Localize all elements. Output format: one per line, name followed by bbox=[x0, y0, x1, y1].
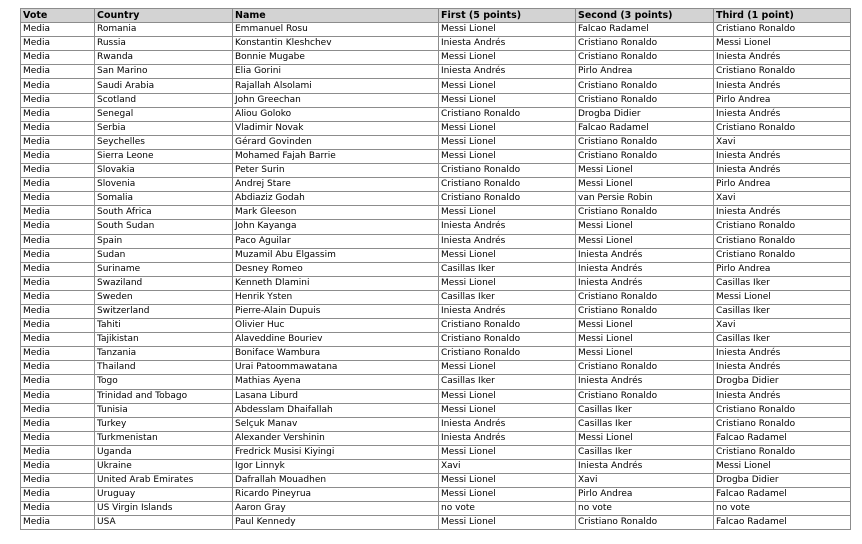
name-cell: Andrej Stare bbox=[233, 178, 439, 192]
second-choice-cell: Messi Lionel bbox=[576, 234, 714, 248]
first-choice-cell: Iniesta Andrés bbox=[439, 304, 576, 318]
second-choice-cell: Iniesta Andrés bbox=[576, 248, 714, 262]
second-choice-cell: Falcao Radamel bbox=[576, 23, 714, 37]
vote-cell: Media bbox=[21, 23, 95, 37]
first-choice-cell: Messi Lionel bbox=[439, 361, 576, 375]
country-cell: Togo bbox=[95, 375, 233, 389]
first-choice-cell: Messi Lionel bbox=[439, 248, 576, 262]
second-choice-cell: Cristiano Ronaldo bbox=[576, 135, 714, 149]
first-choice-cell: Iniesta Andrés bbox=[439, 37, 576, 51]
name-cell: Rajallah Alsolami bbox=[233, 79, 439, 93]
vote-cell: Media bbox=[21, 262, 95, 276]
name-cell: Selçuk Manav bbox=[233, 417, 439, 431]
name-cell: Peter Surin bbox=[233, 164, 439, 178]
first-choice-cell: Messi Lionel bbox=[439, 79, 576, 93]
table-row bbox=[21, 361, 851, 375]
name-cell: Ricardo Pineyrua bbox=[233, 488, 439, 502]
table-row bbox=[21, 37, 851, 51]
vote-cell: Media bbox=[21, 347, 95, 361]
second-choice-cell: Cristiano Ronaldo bbox=[576, 516, 714, 530]
third-choice-cell: Messi Lionel bbox=[714, 37, 851, 51]
table-row bbox=[21, 333, 851, 347]
second-choice-cell: Casillas Iker bbox=[576, 445, 714, 459]
country-cell: Slovenia bbox=[95, 178, 233, 192]
third-choice-cell: Pirlo Andrea bbox=[714, 262, 851, 276]
third-choice-cell: Cristiano Ronaldo bbox=[714, 65, 851, 79]
first-choice-cell: Cristiano Ronaldo bbox=[439, 178, 576, 192]
second-choice-cell: Casillas Iker bbox=[576, 417, 714, 431]
third-choice-cell: Drogba Didier bbox=[714, 474, 851, 488]
table-row bbox=[21, 107, 851, 121]
table-row bbox=[21, 51, 851, 65]
table-row bbox=[21, 389, 851, 403]
first-choice-cell: Messi Lionel bbox=[439, 403, 576, 417]
name-cell: Fredrick Musisi Kiyingi bbox=[233, 445, 439, 459]
header-third: Third (1 point) bbox=[714, 9, 851, 23]
table-row bbox=[21, 79, 851, 93]
second-choice-cell: Messi Lionel bbox=[576, 319, 714, 333]
first-choice-cell: Messi Lionel bbox=[439, 516, 576, 530]
vote-cell: Media bbox=[21, 417, 95, 431]
country-cell: Sierra Leone bbox=[95, 149, 233, 163]
first-choice-cell: Cristiano Ronaldo bbox=[439, 107, 576, 121]
first-choice-cell: Messi Lionel bbox=[439, 23, 576, 37]
third-choice-cell: Drogba Didier bbox=[714, 375, 851, 389]
table-row bbox=[21, 234, 851, 248]
third-choice-cell: Iniesta Andrés bbox=[714, 347, 851, 361]
third-choice-cell: Pirlo Andrea bbox=[714, 178, 851, 192]
third-choice-cell: Xavi bbox=[714, 319, 851, 333]
header-name: Name bbox=[233, 9, 439, 23]
third-choice-cell: Iniesta Andrés bbox=[714, 206, 851, 220]
first-choice-cell: Xavi bbox=[439, 460, 576, 474]
country-cell: Thailand bbox=[95, 361, 233, 375]
second-choice-cell: Cristiano Ronaldo bbox=[576, 51, 714, 65]
third-choice-cell: Iniesta Andrés bbox=[714, 164, 851, 178]
name-cell: Aaron Gray bbox=[233, 502, 439, 516]
second-choice-cell: Messi Lionel bbox=[576, 347, 714, 361]
country-cell: South Sudan bbox=[95, 220, 233, 234]
first-choice-cell: Iniesta Andrés bbox=[439, 220, 576, 234]
table-row bbox=[21, 149, 851, 163]
third-choice-cell: Cristiano Ronaldo bbox=[714, 220, 851, 234]
first-choice-cell: Cristiano Ronaldo bbox=[439, 164, 576, 178]
second-choice-cell: Falcao Radamel bbox=[576, 121, 714, 135]
first-choice-cell: Messi Lionel bbox=[439, 206, 576, 220]
table-row bbox=[21, 164, 851, 178]
name-cell: Paul Kennedy bbox=[233, 516, 439, 530]
first-choice-cell: Messi Lionel bbox=[439, 389, 576, 403]
country-cell: Sudan bbox=[95, 248, 233, 262]
vote-cell: Media bbox=[21, 488, 95, 502]
name-cell: John Kayanga bbox=[233, 220, 439, 234]
country-cell: Turkey bbox=[95, 417, 233, 431]
third-choice-cell: Iniesta Andrés bbox=[714, 79, 851, 93]
vote-cell: Media bbox=[21, 319, 95, 333]
vote-cell: Media bbox=[21, 445, 95, 459]
vote-cell: Media bbox=[21, 431, 95, 445]
header-second: Second (3 points) bbox=[576, 9, 714, 23]
name-cell: Gérard Govinden bbox=[233, 135, 439, 149]
table-row bbox=[21, 121, 851, 135]
vote-cell: Media bbox=[21, 121, 95, 135]
vote-cell: Media bbox=[21, 389, 95, 403]
first-choice-cell: Iniesta Andrés bbox=[439, 65, 576, 79]
country-cell: United Arab Emirates bbox=[95, 474, 233, 488]
table-row bbox=[21, 445, 851, 459]
first-choice-cell: Cristiano Ronaldo bbox=[439, 333, 576, 347]
name-cell: Alaveddine Bouriev bbox=[233, 333, 439, 347]
name-cell: Kenneth Dlamini bbox=[233, 276, 439, 290]
country-cell: Russia bbox=[95, 37, 233, 51]
third-choice-cell: Iniesta Andrés bbox=[714, 51, 851, 65]
first-choice-cell: Messi Lionel bbox=[439, 93, 576, 107]
third-choice-cell: Falcao Radamel bbox=[714, 488, 851, 502]
vote-cell: Media bbox=[21, 149, 95, 163]
table-row bbox=[21, 178, 851, 192]
country-cell: Switzerland bbox=[95, 304, 233, 318]
table-row bbox=[21, 474, 851, 488]
second-choice-cell: Xavi bbox=[576, 474, 714, 488]
table-row bbox=[21, 319, 851, 333]
country-cell: Somalia bbox=[95, 192, 233, 206]
country-cell: Tajikistan bbox=[95, 333, 233, 347]
second-choice-cell: Casillas Iker bbox=[576, 403, 714, 417]
name-cell: Boniface Wambura bbox=[233, 347, 439, 361]
first-choice-cell: Messi Lionel bbox=[439, 121, 576, 135]
country-cell: US Virgin Islands bbox=[95, 502, 233, 516]
second-choice-cell: Messi Lionel bbox=[576, 164, 714, 178]
country-cell: Turkmenistan bbox=[95, 431, 233, 445]
second-choice-cell: Iniesta Andrés bbox=[576, 375, 714, 389]
country-cell: Tunisia bbox=[95, 403, 233, 417]
table-row bbox=[21, 347, 851, 361]
first-choice-cell: Messi Lionel bbox=[439, 488, 576, 502]
third-choice-cell: Cristiano Ronaldo bbox=[714, 23, 851, 37]
country-cell: Ukraine bbox=[95, 460, 233, 474]
vote-cell: Media bbox=[21, 234, 95, 248]
table-row bbox=[21, 248, 851, 262]
second-choice-cell: Iniesta Andrés bbox=[576, 276, 714, 290]
table-row bbox=[21, 502, 851, 516]
vote-cell: Media bbox=[21, 164, 95, 178]
name-cell: Pierre-Alain Dupuis bbox=[233, 304, 439, 318]
third-choice-cell: Xavi bbox=[714, 135, 851, 149]
third-choice-cell: Cristiano Ronaldo bbox=[714, 248, 851, 262]
name-cell: Paco Aguilar bbox=[233, 234, 439, 248]
first-choice-cell: Casillas Iker bbox=[439, 375, 576, 389]
third-choice-cell: Xavi bbox=[714, 192, 851, 206]
third-choice-cell: Iniesta Andrés bbox=[714, 107, 851, 121]
country-cell: South Africa bbox=[95, 206, 233, 220]
name-cell: Mohamed Fajah Barrie bbox=[233, 149, 439, 163]
first-choice-cell: Casillas Iker bbox=[439, 290, 576, 304]
third-choice-cell: Iniesta Andrés bbox=[714, 389, 851, 403]
name-cell: John Greechan bbox=[233, 93, 439, 107]
second-choice-cell: Cristiano Ronaldo bbox=[576, 304, 714, 318]
header-vote: Vote bbox=[21, 9, 95, 23]
country-cell: Spain bbox=[95, 234, 233, 248]
country-cell: Sweden bbox=[95, 290, 233, 304]
vote-cell: Media bbox=[21, 248, 95, 262]
vote-cell: Media bbox=[21, 290, 95, 304]
name-cell: Henrik Ysten bbox=[233, 290, 439, 304]
name-cell: Konstantin Kleshchev bbox=[233, 37, 439, 51]
first-choice-cell: Cristiano Ronaldo bbox=[439, 192, 576, 206]
third-choice-cell: Casillas Iker bbox=[714, 276, 851, 290]
header-row bbox=[21, 9, 851, 23]
name-cell: Abdesslam Dhaifallah bbox=[233, 403, 439, 417]
vote-cell: Media bbox=[21, 304, 95, 318]
country-cell: Senegal bbox=[95, 107, 233, 121]
second-choice-cell: Iniesta Andrés bbox=[576, 460, 714, 474]
name-cell: Vladimir Novak bbox=[233, 121, 439, 135]
second-choice-cell: Cristiano Ronaldo bbox=[576, 149, 714, 163]
first-choice-cell: Iniesta Andrés bbox=[439, 234, 576, 248]
table-row bbox=[21, 65, 851, 79]
second-choice-cell: Messi Lionel bbox=[576, 178, 714, 192]
table-row bbox=[21, 417, 851, 431]
second-choice-cell: Cristiano Ronaldo bbox=[576, 206, 714, 220]
vote-cell: Media bbox=[21, 65, 95, 79]
third-choice-cell: Casillas Iker bbox=[714, 304, 851, 318]
name-cell: Mathias Ayena bbox=[233, 375, 439, 389]
name-cell: Emmanuel Rosu bbox=[233, 23, 439, 37]
country-cell: Trinidad and Tobago bbox=[95, 389, 233, 403]
table-row bbox=[21, 23, 851, 37]
vote-cell: Media bbox=[21, 107, 95, 121]
third-choice-cell: Pirlo Andrea bbox=[714, 93, 851, 107]
table-row bbox=[21, 290, 851, 304]
country-cell: Uruguay bbox=[95, 488, 233, 502]
first-choice-cell: Messi Lionel bbox=[439, 474, 576, 488]
table-row bbox=[21, 220, 851, 234]
country-cell: Tanzania bbox=[95, 347, 233, 361]
third-choice-cell: Messi Lionel bbox=[714, 460, 851, 474]
country-cell: Seychelles bbox=[95, 135, 233, 149]
second-choice-cell: Cristiano Ronaldo bbox=[576, 290, 714, 304]
third-choice-cell: Casillas Iker bbox=[714, 333, 851, 347]
name-cell: Alexander Vershinin bbox=[233, 431, 439, 445]
header-country: Country bbox=[95, 9, 233, 23]
second-choice-cell: Cristiano Ronaldo bbox=[576, 361, 714, 375]
country-cell: Rwanda bbox=[95, 51, 233, 65]
second-choice-cell: Cristiano Ronaldo bbox=[576, 79, 714, 93]
third-choice-cell: Cristiano Ronaldo bbox=[714, 403, 851, 417]
name-cell: Dafrallah Mouadhen bbox=[233, 474, 439, 488]
vote-cell: Media bbox=[21, 361, 95, 375]
table-row bbox=[21, 431, 851, 445]
name-cell: Muzamil Abu Elgassim bbox=[233, 248, 439, 262]
vote-cell: Media bbox=[21, 333, 95, 347]
country-cell: Swaziland bbox=[95, 276, 233, 290]
vote-cell: Media bbox=[21, 79, 95, 93]
country-cell: Uganda bbox=[95, 445, 233, 459]
name-cell: Igor Linnyk bbox=[233, 460, 439, 474]
table-row bbox=[21, 403, 851, 417]
first-choice-cell: Messi Lionel bbox=[439, 276, 576, 290]
name-cell: Lasana Liburd bbox=[233, 389, 439, 403]
first-choice-cell: Iniesta Andrés bbox=[439, 417, 576, 431]
first-choice-cell: no vote bbox=[439, 502, 576, 516]
name-cell: Desney Romeo bbox=[233, 262, 439, 276]
third-choice-cell: Iniesta Andrés bbox=[714, 361, 851, 375]
second-choice-cell: Cristiano Ronaldo bbox=[576, 37, 714, 51]
first-choice-cell: Cristiano Ronaldo bbox=[439, 319, 576, 333]
first-choice-cell: Iniesta Andrés bbox=[439, 431, 576, 445]
vote-cell: Media bbox=[21, 51, 95, 65]
vote-cell: Media bbox=[21, 135, 95, 149]
third-choice-cell: Iniesta Andrés bbox=[714, 149, 851, 163]
table-row bbox=[21, 192, 851, 206]
first-choice-cell: Cristiano Ronaldo bbox=[439, 347, 576, 361]
second-choice-cell: Messi Lionel bbox=[576, 431, 714, 445]
vote-cell: Media bbox=[21, 474, 95, 488]
vote-cell: Media bbox=[21, 276, 95, 290]
country-cell: Romania bbox=[95, 23, 233, 37]
third-choice-cell: Cristiano Ronaldo bbox=[714, 121, 851, 135]
second-choice-cell: Drogba Didier bbox=[576, 107, 714, 121]
name-cell: Aliou Goloko bbox=[233, 107, 439, 121]
table-row bbox=[21, 135, 851, 149]
table-row bbox=[21, 93, 851, 107]
third-choice-cell: no vote bbox=[714, 502, 851, 516]
second-choice-cell: Cristiano Ronaldo bbox=[576, 93, 714, 107]
country-cell: Saudi Arabia bbox=[95, 79, 233, 93]
second-choice-cell: Messi Lionel bbox=[576, 220, 714, 234]
second-choice-cell: Pirlo Andrea bbox=[576, 488, 714, 502]
table-row bbox=[21, 375, 851, 389]
name-cell: Urai Patoommawatana bbox=[233, 361, 439, 375]
vote-cell: Media bbox=[21, 220, 95, 234]
first-choice-cell: Messi Lionel bbox=[439, 135, 576, 149]
vote-cell: Media bbox=[21, 37, 95, 51]
vote-cell: Media bbox=[21, 192, 95, 206]
table-row bbox=[21, 304, 851, 318]
vote-cell: Media bbox=[21, 516, 95, 530]
vote-cell: Media bbox=[21, 403, 95, 417]
vote-cell: Media bbox=[21, 502, 95, 516]
vote-cell: Media bbox=[21, 375, 95, 389]
second-choice-cell: Messi Lionel bbox=[576, 333, 714, 347]
third-choice-cell: Falcao Radamel bbox=[714, 516, 851, 530]
second-choice-cell: Iniesta Andrés bbox=[576, 262, 714, 276]
name-cell: Bonnie Mugabe bbox=[233, 51, 439, 65]
table-row bbox=[21, 488, 851, 502]
second-choice-cell: Pirlo Andrea bbox=[576, 65, 714, 79]
table-row bbox=[21, 276, 851, 290]
country-cell: Serbia bbox=[95, 121, 233, 135]
second-choice-cell: no vote bbox=[576, 502, 714, 516]
first-choice-cell: Messi Lionel bbox=[439, 149, 576, 163]
table-row bbox=[21, 262, 851, 276]
third-choice-cell: Cristiano Ronaldo bbox=[714, 445, 851, 459]
vote-cell: Media bbox=[21, 93, 95, 107]
country-cell: Slovakia bbox=[95, 164, 233, 178]
third-choice-cell: Cristiano Ronaldo bbox=[714, 417, 851, 431]
first-choice-cell: Messi Lionel bbox=[439, 51, 576, 65]
country-cell: Suriname bbox=[95, 262, 233, 276]
table-row bbox=[21, 460, 851, 474]
name-cell: Elia Gorini bbox=[233, 65, 439, 79]
name-cell: Olivier Huc bbox=[233, 319, 439, 333]
third-choice-cell: Cristiano Ronaldo bbox=[714, 234, 851, 248]
vote-cell: Media bbox=[21, 206, 95, 220]
first-choice-cell: Casillas Iker bbox=[439, 262, 576, 276]
second-choice-cell: Cristiano Ronaldo bbox=[576, 389, 714, 403]
table-row bbox=[21, 206, 851, 220]
country-cell: Tahiti bbox=[95, 319, 233, 333]
name-cell: Abdiaziz Godah bbox=[233, 192, 439, 206]
header-first: First (5 points) bbox=[439, 9, 576, 23]
vote-cell: Media bbox=[21, 178, 95, 192]
country-cell: San Marino bbox=[95, 65, 233, 79]
table-row bbox=[21, 516, 851, 530]
first-choice-cell: Messi Lionel bbox=[439, 445, 576, 459]
vote-cell: Media bbox=[21, 460, 95, 474]
third-choice-cell: Falcao Radamel bbox=[714, 431, 851, 445]
country-cell: Scotland bbox=[95, 93, 233, 107]
third-choice-cell: Messi Lionel bbox=[714, 290, 851, 304]
name-cell: Mark Gleeson bbox=[233, 206, 439, 220]
country-cell: USA bbox=[95, 516, 233, 530]
second-choice-cell: van Persie Robin bbox=[576, 192, 714, 206]
votes-table bbox=[20, 8, 851, 530]
